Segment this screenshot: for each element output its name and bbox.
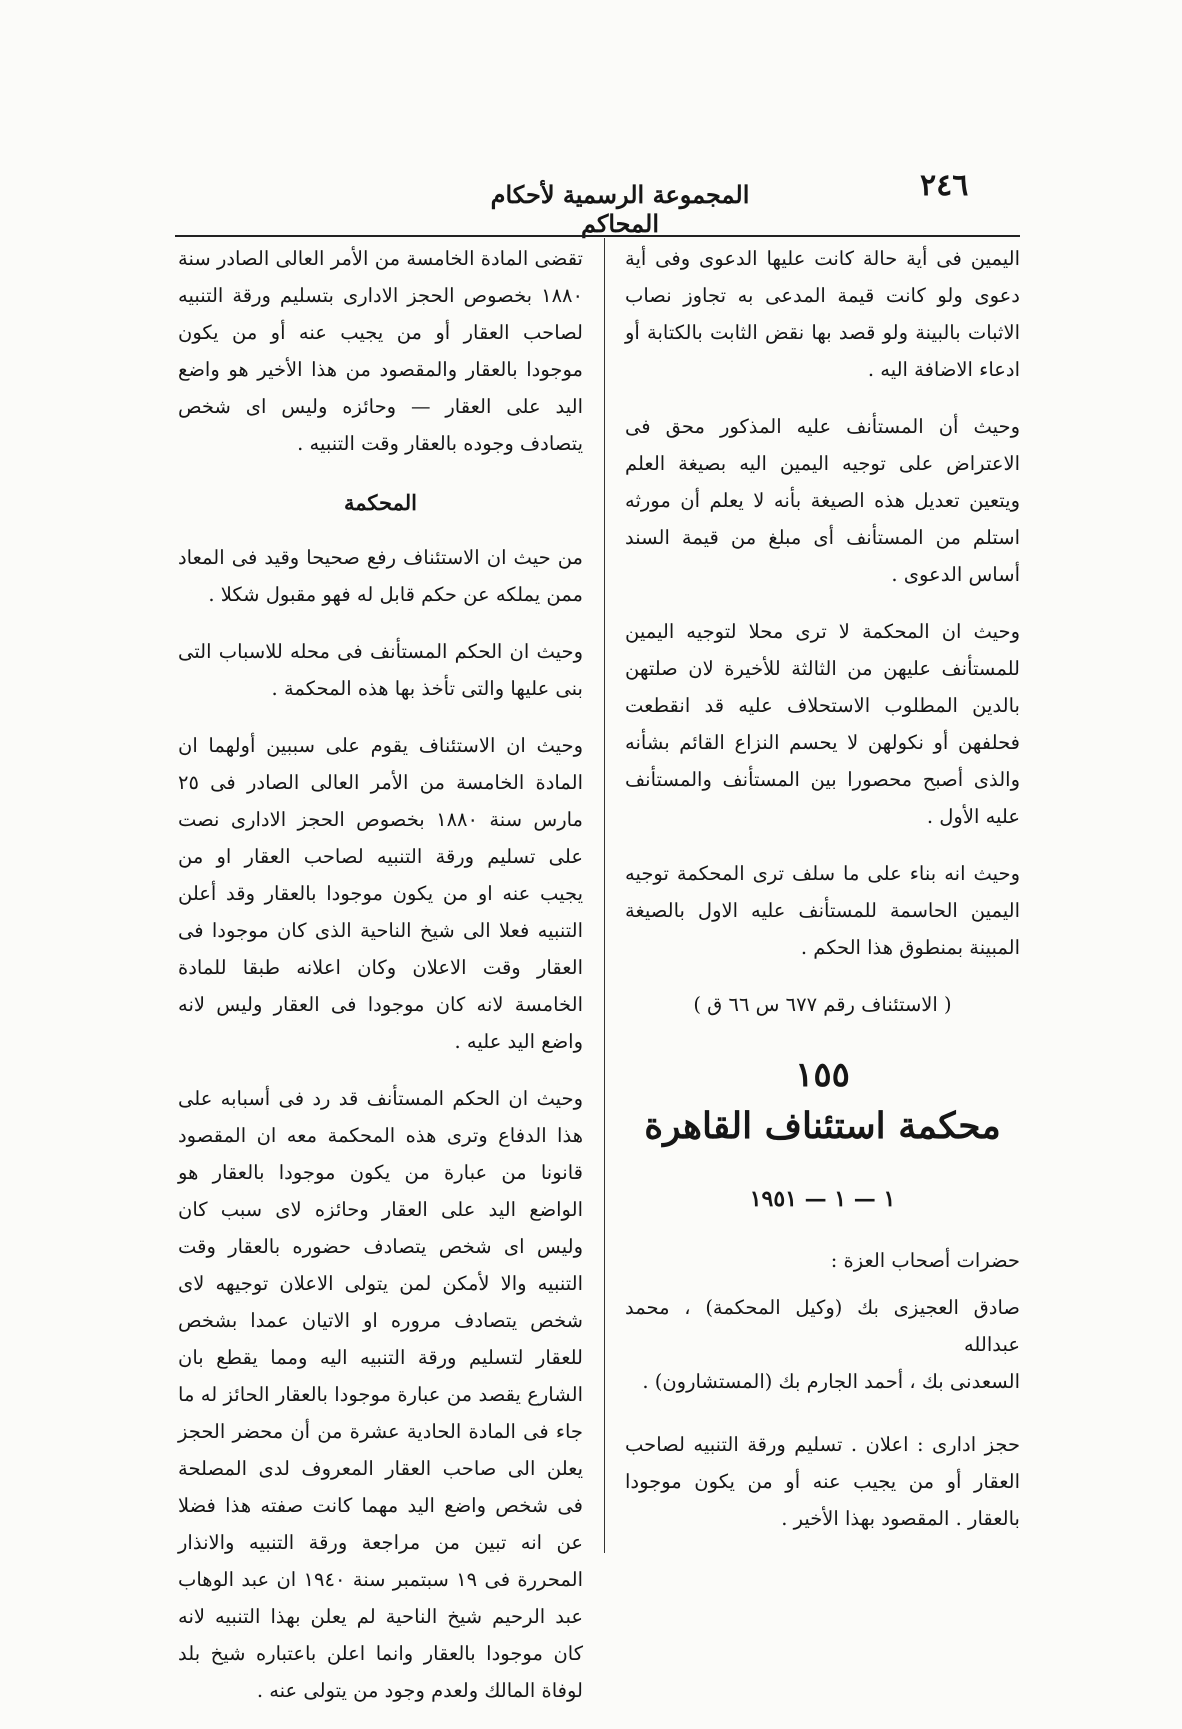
left-column [178, 240, 583, 1729]
judges-line: السعدنى بك ، أحمد الجارم بك (المستشارون) . [642, 1370, 1020, 1393]
paragraph: وحيث ان الاستئناف يقوم على سببين أولهما ان المادة الخامسة من الأمر العالى الصادر فى ٢٥ مارس سنة ١٨٨٠ بخصوص الحجز الادارى نصت على تسليم ورقة التنبيه لصاحب العقار او من يجيب عنه او من يكون موجودا بالعقار وقد أعلن التنبيه فعلا الى شيخ الناحية الذى كان موجودا فى العقار وقت الاعلان وكان اعلانه طبقا للمادة الخامسة لانه كان موجودا فى العقار وليس لانه واضع اليد عليه . [178, 734, 583, 1053]
paragraph: وحيث ان الحكم المستأنف فى محله للاسباب التى بنى عليها والتى تأخذ بها هذه المحكمة . [178, 640, 583, 700]
case-reference: ( الاستئناف رقم ٦٧٧ س ٦٦ ق ) [693, 993, 952, 1016]
paragraph: اليمين فى أية حالة كانت عليها الدعوى وفى أية دعوى ولو كانت قيمة المدعى به تجاوز نصاب الاثبات بالبينة ولو قصد بها نقض الثابت بالكتابة أو ادعاء الاضافة اليه . [625, 247, 1020, 381]
paragraph: وحيث انه بناء على ما سلف ترى المحكمة توجيه اليمين الحاسمة للمستأنف عليه الاول بالصيغة المبينة بمنطوق هذا الحكم . [625, 862, 1020, 959]
judges-line: صادق العجيزى بك (وكيل المحكمة) ، محمد عبدالله [625, 1296, 1020, 1356]
column-divider [604, 238, 605, 1553]
paragraph: وحيث ان المحكمة لا ترى محلا لتوجيه اليمين للمستأنف عليهن من الثالثة للأخيرة لان صلتهن بالدين المطلوب الاستحلاف عليه قد انقطعت فحلفهن أو نكولهن لا يحسم النزاع القائم بشأنه والذى أصبح محصورا بين المستأنف والمستأنف عليه الأول . [625, 620, 1020, 828]
top-rule [175, 235, 1020, 237]
case-number: ١٥٥ [795, 1055, 850, 1095]
court-name: محكمة استئناف القاهرة [644, 1105, 1001, 1147]
right-column [625, 240, 1020, 1557]
running-head: المجموعة الرسمية لأحكام المحاكم [490, 180, 750, 238]
section-heading: المحكمة [344, 490, 417, 515]
case-summary: حجز ادارى : اعلان . تسليم ورقة التنبيه لصاحب العقار أو من يجيب عنه أو من يكون موجودا بالعقار . المقصود بهذا الأخير . [625, 1433, 1020, 1530]
paragraph: وحيث أن المستأنف عليه المذكور محق فى الاعتراض على توجيه اليمين اليه بصيغة العلم ويتعين تعديل هذه الصيغة بأنه لا يعلم أن مورثه استلم من المستأنف أى مبلغ من قيمة السند أساس الدعوى . [625, 415, 1020, 586]
case-date: ١ — ١ — ١٩٥١ [749, 1186, 896, 1212]
case-principle: تقضى المادة الخامسة من الأمر العالى الصادر سنة ١٨٨٠ بخصوص الحجز الادارى بتسليم ورقة التنبيه لصاحب العقار أو من يجيب عنه أو من يكون موجودا بالعقار والمقصود من هذا الأخير هو واضع اليد على العقار — وحائزه وليس اى شخص يتصادف وجوده بالعقار وقت التنبيه . [178, 247, 583, 455]
judges-list [625, 1289, 1020, 1400]
paragraph: من حيث ان الاستئناف رفع صحيحا وقيد فى المعاد ممن يملكه عن حكم قابل له فهو مقبول شكلا . [178, 546, 583, 606]
judges-heading: حضرات أصحاب العزة : [830, 1249, 1020, 1272]
paragraph: وحيث ان الحكم المستأنف قد رد فى أسبابه على هذا الدفاع وترى هذه المحكمة معه ان المقصود قانونا من عبارة من يكون موجودا بالعقار هو الواضع اليد على العقار وحائزه لاى سبب كان وليس اى شخص يتصادف حضوره بالعقار وقت التنبيه والا لأمكن لمن يتولى الاعلان توجيهه لاى شخص يتصادف مروره او الاتيان عمدا بشخص للعقار لتسليم ورقة التنبيه اليه ومما يقطع بان الشارع يقصد من عبارة موجودا بالعقار الحائز له ما جاء فى المادة الحادية عشرة من أن محضر الحجز يعلن الى صاحب العقار المعروف لدى المصلحة فى شخص واضع اليد مهما كانت صفته هذا فضلا عن انه تبين من مراجعة ورقة التنبيه والانذار المحررة فى ١٩ سبتمبر سنة ١٩٤٠ ان عبد الوهاب عبد الرحيم شيخ الناحية لم يعلن بهذا التنبيه لانه كان موجودا بالعقار وانما اعلن باعتباره شيخ بلد لوفاة المالك ولعدم وجود من يتولى عنه . [178, 1087, 583, 1702]
page-number: ٢٤٦ [920, 168, 969, 203]
